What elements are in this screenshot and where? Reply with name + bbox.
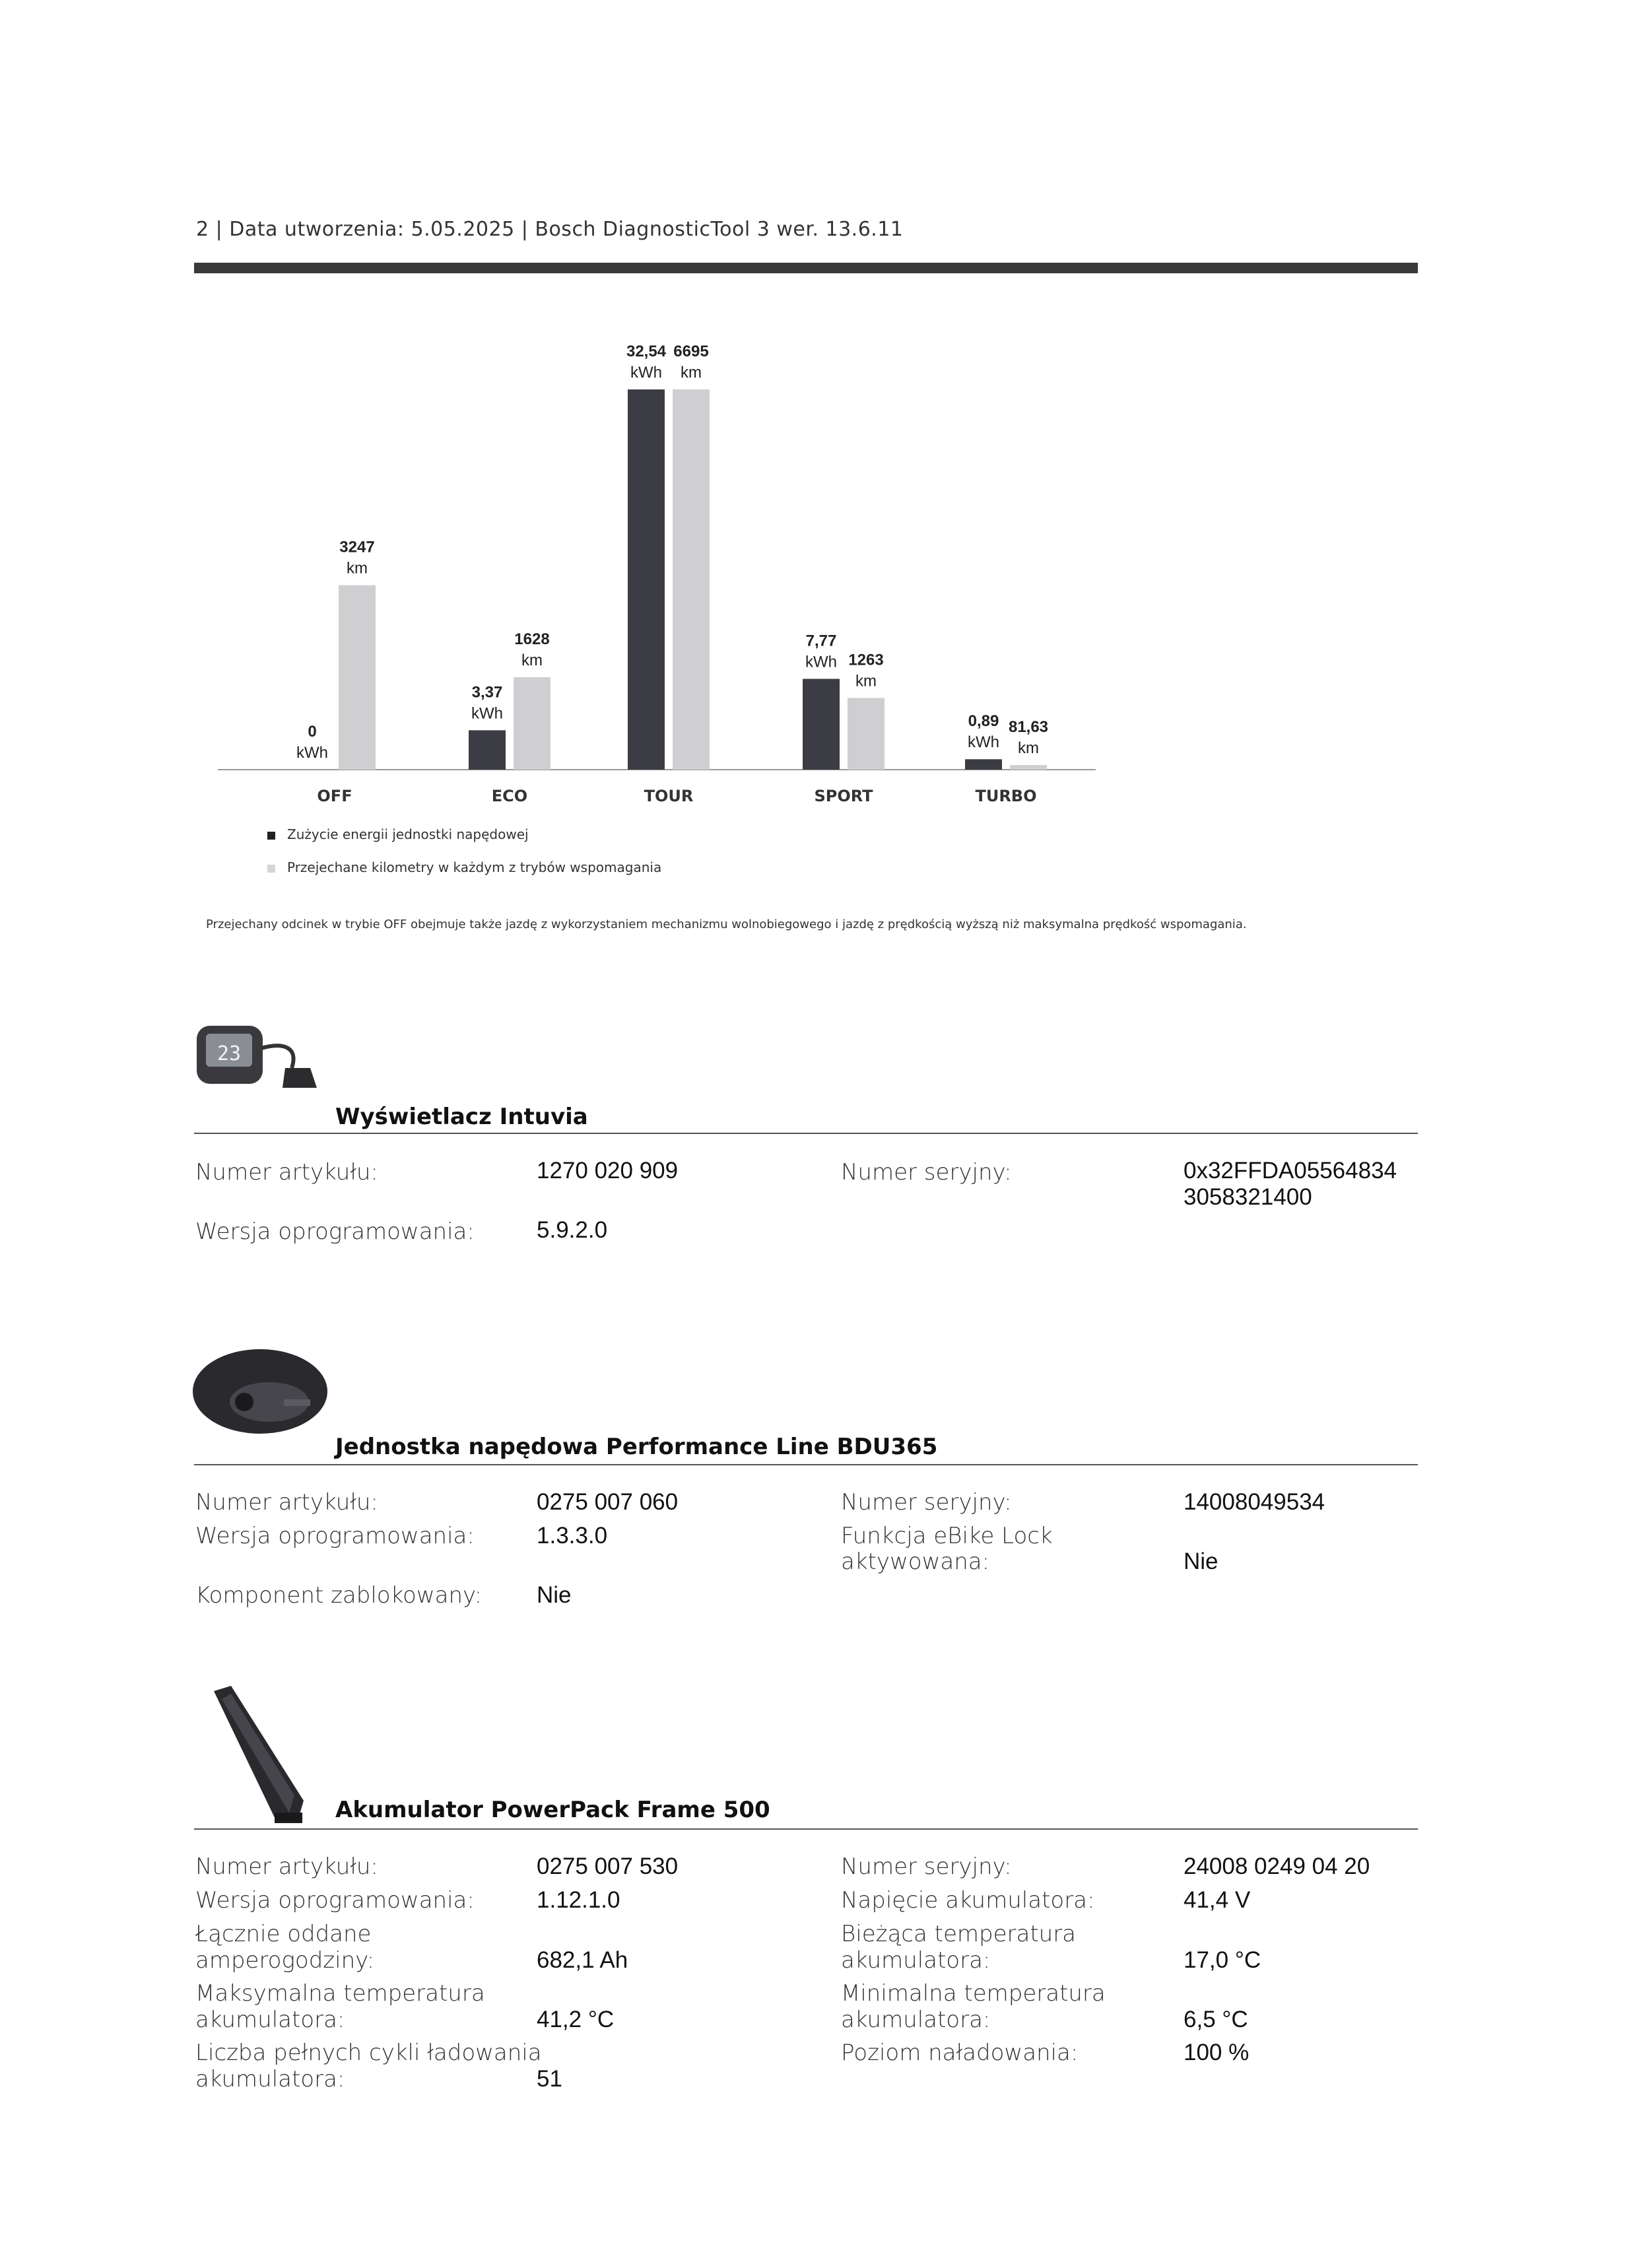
drive-rule — [194, 1464, 1418, 1465]
label-energy-value-eco: 3,37 — [471, 683, 503, 702]
drive-part-value: 0275 007 060 — [537, 1489, 679, 1515]
battery-curtemp-label-2: akumulatora: — [841, 1947, 991, 1974]
drive-serial-label: Numer seryjny: — [841, 1489, 1012, 1516]
display-rule — [194, 1133, 1418, 1134]
battery-ah-value: 682,1 Ah — [537, 1947, 628, 1973]
battery-rule — [194, 1828, 1418, 1830]
display-sw-label: Wersja oprogramowania: — [195, 1218, 475, 1245]
label-distance-unit-eco: km — [521, 651, 543, 669]
page-header: 2 | Data utworzenia: 5.05.2025 | Bosch DiagnosticTool 3 wer. 13.6.11 — [196, 218, 904, 241]
label-energy-value-tour: 32,54 — [626, 343, 667, 360]
category-label-sport: SPORT — [814, 787, 873, 805]
bar-distance-off — [339, 585, 376, 770]
battery-mintemp-label-2: akumulatora: — [841, 2007, 991, 2033]
display-sw-value: 5.9.2.0 — [537, 1217, 608, 1243]
drive-part-label: Numer artykułu: — [195, 1489, 378, 1516]
battery-curtemp-label-1: Bieżąca temperatura — [841, 1921, 1077, 1947]
category-label-off: OFF — [317, 787, 352, 805]
battery-sw-value: 1.12.1.0 — [537, 1887, 620, 1913]
battery-serial-value: 24008 0249 04 20 — [1184, 1853, 1370, 1879]
battery-part-label: Numer artykułu: — [195, 1853, 378, 1880]
display-serial-line-2: 3058321400 — [1184, 1184, 1312, 1210]
category-label-turbo: TURBO — [975, 787, 1037, 805]
battery-ah-label-2: amperogodziny: — [195, 1947, 375, 1974]
legend-swatch-energy — [267, 832, 275, 840]
battery-maxtemp-label-1: Maksymalna temperatura — [195, 1980, 485, 2007]
category-label-tour: TOUR — [644, 787, 694, 805]
bar-energy-turbo — [965, 759, 1002, 770]
drive-serial-value: 14008049534 — [1184, 1489, 1325, 1515]
label-distance-value-tour: 6695 — [673, 343, 709, 360]
battery-mintemp-label-1: Minimalna temperatura — [841, 1980, 1106, 2007]
label-distance-value-eco: 1628 — [514, 630, 550, 648]
display-serial-label: Numer seryjny: — [841, 1159, 1012, 1185]
drive-blocked-value: Nie — [537, 1582, 572, 1608]
category-label-eco: ECO — [491, 787, 528, 805]
display-title: Wyświetlacz Intuvia — [335, 1104, 588, 1130]
label-distance-unit-off: km — [347, 559, 368, 578]
battery-part-value: 0275 007 530 — [537, 1853, 679, 1879]
legend-label-energy: Zużycie energii jednostki napędowej — [287, 826, 529, 842]
drive-sw-value: 1.3.3.0 — [537, 1523, 608, 1549]
battery-voltage-value: 41,4 V — [1184, 1887, 1251, 1913]
battery-charge-label: Poziom naładowania: — [841, 2040, 1079, 2066]
bar-distance-tour — [673, 389, 710, 770]
label-distance-value-sport: 1263 — [848, 651, 884, 669]
bar-energy-tour — [628, 389, 665, 770]
battery-cycles-label-2: akumulatora: — [195, 2066, 345, 2092]
label-energy-unit-turbo: kWh — [968, 733, 999, 752]
battery-title: Akumulator PowerPack Frame 500 — [335, 1797, 770, 1823]
drive-blocked-label: Komponent zablokowany: — [195, 1582, 483, 1609]
label-energy-unit-sport: kWh — [805, 653, 837, 671]
display-part-value: 1270 020 909 — [537, 1158, 679, 1184]
display-part-label: Numer artykułu: — [195, 1159, 378, 1185]
display-serial-line-1: 0x32FFDA05564834 — [1184, 1158, 1397, 1184]
chart-note: Przejechany odcinek w trybie OFF obejmuje także jazdę z wykorzystaniem mechanizmu wolnobiegowego i jazdę z prędkością wyższą niż maksymalna prędkość wspomagania. — [206, 917, 1247, 931]
label-distance-unit-turbo: km — [1018, 739, 1039, 757]
battery-sw-label: Wersja oprogramowania: — [195, 1887, 475, 1914]
label-distance-unit-tour: km — [681, 364, 702, 382]
label-energy-value-off: 0 — [308, 723, 317, 741]
drive-unit-icon — [191, 1343, 337, 1442]
bar-energy-eco — [469, 730, 506, 770]
drive-lock-label-1: Funkcja eBike Lock — [841, 1523, 1053, 1549]
label-energy-unit-eco: kWh — [471, 704, 503, 723]
label-energy-unit-off: kWh — [296, 744, 328, 762]
drive-lock-label-2: aktywowana: — [841, 1549, 990, 1575]
legend-item-energy — [267, 826, 529, 842]
assist-mode-bar-chart — [0, 0, 1637, 884]
battery-maxtemp-label-2: akumulatora: — [195, 2007, 345, 2033]
drive-sw-label: Wersja oprogramowania: — [195, 1523, 475, 1549]
drive-lock-value: Nie — [1184, 1549, 1219, 1574]
label-energy-value-sport: 7,77 — [805, 632, 837, 650]
label-energy-value-turbo: 0,89 — [968, 712, 999, 731]
bar-distance-sport — [848, 698, 885, 770]
drive-title: Jednostka napędowa Performance Line BDU365 — [335, 1434, 938, 1460]
legend-item-distance — [267, 859, 661, 875]
battery-cycles-value: 51 — [537, 2066, 562, 2092]
bar-energy-sport — [803, 679, 840, 770]
battery-ah-label-1: Łącznie oddane — [195, 1921, 372, 1947]
bar-distance-eco — [514, 677, 551, 770]
svg-text:23: 23 — [217, 1042, 242, 1065]
legend-swatch-distance — [267, 865, 275, 873]
battery-pack-icon — [205, 1683, 310, 1828]
battery-curtemp-value: 17,0 °C — [1184, 1947, 1261, 1973]
label-distance-value-off: 3247 — [339, 538, 375, 556]
battery-mintemp-value: 6,5 °C — [1184, 2007, 1248, 2032]
bike-display-icon — [193, 1022, 325, 1094]
battery-maxtemp-value: 41,2 °C — [537, 2007, 615, 2032]
battery-serial-label: Numer seryjny: — [841, 1853, 1012, 1880]
battery-cycles-label-1: Liczba pełnych cykli ładowania — [195, 2040, 542, 2066]
legend-label-distance: Przejechane kilometry w każdym z trybów wspomagania — [287, 859, 662, 875]
bar-distance-turbo — [1010, 765, 1047, 770]
label-distance-value-turbo: 81,63 — [1008, 717, 1049, 736]
label-distance-unit-sport: km — [855, 672, 877, 690]
battery-voltage-label: Napięcie akumulatora: — [841, 1887, 1095, 1914]
battery-charge-value: 100 % — [1184, 2040, 1250, 2065]
label-energy-unit-tour: kWh — [630, 364, 662, 382]
